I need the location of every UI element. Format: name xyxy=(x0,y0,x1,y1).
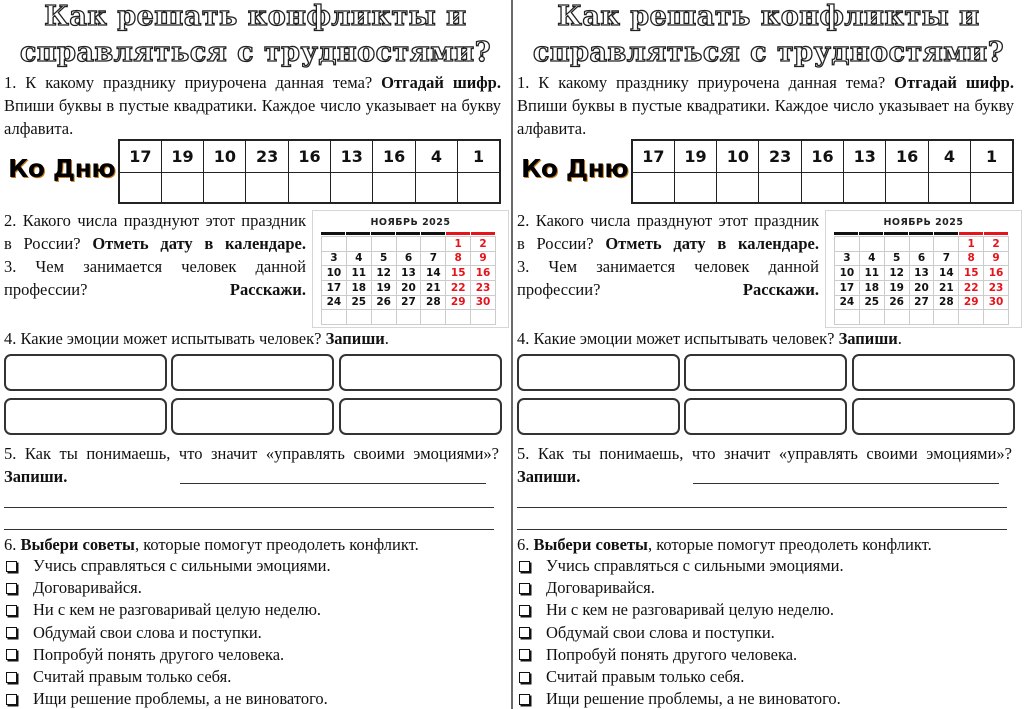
cipher-number-cell: 23 xyxy=(246,140,288,172)
question-3-text: 3. Чем занимается человек данной профессии? xyxy=(4,257,306,299)
cipher-answer-cell[interactable] xyxy=(759,172,801,203)
tips-checklist xyxy=(4,555,331,709)
calendar-empty-cell xyxy=(910,310,935,325)
cipher-answer-cell[interactable] xyxy=(971,172,1013,203)
weekend-bar xyxy=(984,232,1008,235)
question-1-instruction: Отгадай шифр. xyxy=(381,73,501,92)
tip-item xyxy=(4,666,331,688)
tip-item xyxy=(517,666,844,688)
calendar-day[interactable]: 3 xyxy=(835,252,860,267)
checkbox-icon[interactable] xyxy=(6,672,17,683)
answer-line[interactable] xyxy=(693,483,999,484)
calendar-day[interactable]: 27 xyxy=(910,296,935,311)
checkbox-icon[interactable] xyxy=(6,694,17,705)
emotion-answer-box[interactable] xyxy=(4,398,167,435)
cipher-number-cell: 17 xyxy=(119,140,161,172)
checkbox-icon[interactable] xyxy=(6,605,17,616)
cipher-number-cell: 10 xyxy=(204,140,246,172)
tip-item xyxy=(4,577,331,599)
question-5-text: 5. Как ты понимаешь, что значит «управлять своими эмоциями»? xyxy=(4,444,499,463)
calendar-day[interactable]: 29 xyxy=(446,296,471,311)
calendar-day[interactable]: 6 xyxy=(910,252,935,267)
question-5-instruction: Запиши. xyxy=(4,467,68,486)
calendar-empty-cell xyxy=(885,310,910,325)
calendar-empty-cell xyxy=(885,237,910,252)
cipher-numbers-row xyxy=(632,140,1013,172)
calendar-day[interactable]: 5 xyxy=(372,252,397,267)
calendar-day[interactable]: 8 xyxy=(446,252,471,267)
calendar-empty-cell xyxy=(835,310,860,325)
emotion-answer-box[interactable] xyxy=(852,398,1015,435)
cipher-answer-cell[interactable] xyxy=(373,172,415,203)
calendar-empty-cell xyxy=(322,237,347,252)
calendar-day[interactable]: 2 xyxy=(984,237,1009,252)
checkbox-icon[interactable] xyxy=(519,694,530,705)
calendar-day[interactable]: 11 xyxy=(347,266,372,281)
question-1-text2: Впиши буквы в пустые квадратики. Каждое число указывает на букву алфавита. xyxy=(517,96,1014,138)
cipher-number-cell: 16 xyxy=(288,140,330,172)
question-5 xyxy=(517,442,1012,488)
calendar-day[interactable]: 2 xyxy=(471,237,496,252)
calendar-empty-cell xyxy=(347,310,372,325)
tip-item xyxy=(517,688,844,709)
calendar-day[interactable]: 19 xyxy=(372,281,397,296)
cipher-answer-cell[interactable] xyxy=(928,172,970,203)
question-2-text: 2. Какого числа празднуют этот праздник в России? xyxy=(4,211,306,253)
calendar-november-2025 xyxy=(825,210,1022,328)
cipher-answer-cell[interactable] xyxy=(331,172,373,203)
calendar-day[interactable]: 12 xyxy=(885,266,910,281)
cipher-answer-cell[interactable] xyxy=(801,172,843,203)
emotion-answer-box[interactable] xyxy=(339,354,502,391)
calendar-empty-cell xyxy=(397,310,422,325)
calendar-day[interactable]: 25 xyxy=(347,296,372,311)
calendar-day[interactable]: 27 xyxy=(397,296,422,311)
weekday-bar xyxy=(834,232,858,235)
weekday-bar xyxy=(371,232,395,235)
calendar-day[interactable]: 23 xyxy=(984,281,1009,296)
calendar-empty-cell xyxy=(372,310,397,325)
calendar-empty-cell xyxy=(421,237,446,252)
emotion-answer-box[interactable] xyxy=(852,354,1015,391)
calendar-day[interactable]: 21 xyxy=(934,281,959,296)
emotion-answer-box[interactable] xyxy=(684,354,847,391)
calendar-day[interactable]: 24 xyxy=(835,296,860,311)
tip-label: Учись справляться с сильными эмоциями. xyxy=(33,556,331,576)
calendar-day[interactable]: 16 xyxy=(471,266,496,281)
calendar-day[interactable]: 9 xyxy=(471,252,496,267)
checkbox-icon[interactable] xyxy=(6,561,17,572)
question-4-tail: . xyxy=(384,329,389,348)
emotion-answer-box[interactable] xyxy=(4,354,167,391)
question-6 xyxy=(517,533,1014,556)
cipher-answer-cell[interactable] xyxy=(204,172,246,203)
cipher-number-cell: 13 xyxy=(331,140,373,172)
calendar-empty-cell xyxy=(860,237,885,252)
cipher-number-cell: 4 xyxy=(928,140,970,172)
tip-item xyxy=(517,555,844,577)
cipher-number-cell: 19 xyxy=(674,140,716,172)
calendar-grid xyxy=(834,236,1009,325)
calendar-empty-cell xyxy=(910,237,935,252)
cipher-number-cell: 16 xyxy=(373,140,415,172)
question-5 xyxy=(4,442,499,488)
tip-label: Считай правым только себя. xyxy=(546,667,745,687)
calendar-day[interactable]: 7 xyxy=(934,252,959,267)
tip-label: Считай правым только себя. xyxy=(33,667,232,687)
weekday-bar xyxy=(421,232,445,235)
tip-item xyxy=(517,577,844,599)
cipher-answer-cell[interactable] xyxy=(844,172,886,203)
tip-item xyxy=(4,688,331,709)
question-5-text: 5. Как ты понимаешь, что значит «управлять своими эмоциями»? xyxy=(517,444,1012,463)
calendar-day[interactable]: 22 xyxy=(446,281,471,296)
calendar-grid xyxy=(321,236,496,325)
cipher-numbers-row xyxy=(119,140,500,172)
calendar-day[interactable]: 29 xyxy=(959,296,984,311)
checkbox-icon[interactable] xyxy=(519,583,530,594)
question-5-instruction: Запиши. xyxy=(517,467,581,486)
question-2-3 xyxy=(4,209,306,301)
cipher-table xyxy=(118,139,501,204)
emotion-answer-box[interactable] xyxy=(684,398,847,435)
weekday-bar xyxy=(909,232,933,235)
calendar-day[interactable]: 28 xyxy=(421,296,446,311)
tip-label: Попробуй понять другого человека. xyxy=(33,644,285,664)
weekday-bar xyxy=(884,232,908,235)
question-4 xyxy=(4,327,501,350)
calendar-november-2025 xyxy=(312,210,509,328)
tip-label: Ищи решение проблемы, а не виноватого. xyxy=(546,689,841,709)
calendar-day[interactable]: 10 xyxy=(835,266,860,281)
question-3 xyxy=(517,255,819,301)
weekend-bar xyxy=(446,232,470,235)
checkbox-icon[interactable] xyxy=(6,649,17,660)
tip-label: Учись справляться с сильными эмоциями. xyxy=(546,556,844,576)
calendar-day[interactable]: 8 xyxy=(959,252,984,267)
cipher-number-cell: 4 xyxy=(415,140,457,172)
answer-line[interactable] xyxy=(517,529,1007,530)
weekend-bar xyxy=(471,232,495,235)
question-1-text: 1. К какому празднику приурочена данная тема? xyxy=(517,73,895,92)
weekday-bar xyxy=(321,232,345,235)
calendar-day[interactable]: 23 xyxy=(471,281,496,296)
calendar-day[interactable]: 14 xyxy=(421,266,446,281)
calendar-day[interactable]: 9 xyxy=(984,252,1009,267)
calendar-title: НОЯБРЬ 2025 xyxy=(370,217,451,228)
tip-label: Обдумай свои слова и поступки. xyxy=(546,622,775,642)
calendar-day[interactable]: 22 xyxy=(959,281,984,296)
question-4-text: 4. Какие эмоции может испытывать человек? xyxy=(517,329,839,348)
tip-label: Договаривайся. xyxy=(33,578,142,598)
calendar-day[interactable]: 26 xyxy=(885,296,910,311)
checkbox-icon[interactable] xyxy=(519,561,530,572)
calendar-empty-cell xyxy=(471,310,496,325)
checkbox-icon[interactable] xyxy=(519,627,530,638)
cipher-table xyxy=(631,139,1014,204)
answer-line[interactable] xyxy=(4,529,494,530)
answer-line[interactable] xyxy=(517,507,1007,508)
cipher-number-cell: 1 xyxy=(971,140,1013,172)
question-3-instruction: Расскажи. xyxy=(229,280,306,299)
calendar-day[interactable]: 18 xyxy=(347,281,372,296)
calendar-empty-cell xyxy=(397,237,422,252)
tip-label: Обдумай свои слова и поступки. xyxy=(33,622,262,642)
question-2-3 xyxy=(517,209,819,301)
question-4-text: 4. Какие эмоции может испытывать человек? xyxy=(4,329,326,348)
calendar-day[interactable]: 14 xyxy=(934,266,959,281)
question-4-instruction: Запиши xyxy=(838,329,898,348)
question-3-text: 3. Чем занимается человек данной профессии? xyxy=(517,257,819,299)
cipher-answer-cell[interactable] xyxy=(717,172,759,203)
calendar-day[interactable]: 21 xyxy=(421,281,446,296)
emotion-answer-box[interactable] xyxy=(517,398,680,435)
question-6-num: 6. xyxy=(4,535,21,554)
calendar-empty-cell xyxy=(984,310,1009,325)
calendar-day[interactable]: 13 xyxy=(910,266,935,281)
calendar-day[interactable]: 10 xyxy=(322,266,347,281)
cipher-answer-cell[interactable] xyxy=(288,172,330,203)
tip-item xyxy=(517,599,844,621)
cipher-number-cell: 16 xyxy=(801,140,843,172)
calendar-empty-cell xyxy=(372,237,397,252)
question-1-text: 1. К какому празднику приурочена данная тема? xyxy=(4,73,382,92)
worksheet-title-line1: Как решать конфликты и xyxy=(44,1,467,32)
question-6-text: , которые помогут преодолеть конфликт. xyxy=(647,535,932,554)
question-1 xyxy=(4,71,501,140)
cipher-answer-row xyxy=(119,172,500,203)
tip-item xyxy=(4,644,331,666)
cipher-number-cell: 16 xyxy=(886,140,928,172)
weekday-bar xyxy=(396,232,420,235)
cipher-label: Ко Дню xyxy=(521,154,629,183)
tip-label: Договаривайся. xyxy=(546,578,655,598)
tip-label: Ни с кем не разговаривай целую неделю. xyxy=(33,600,322,620)
calendar-day[interactable]: 11 xyxy=(860,266,885,281)
answer-line[interactable] xyxy=(180,483,486,484)
tip-label: Ищи решение проблемы, а не виноватого. xyxy=(33,689,328,709)
cipher-number-cell: 19 xyxy=(161,140,203,172)
calendar-title: НОЯБРЬ 2025 xyxy=(883,217,964,228)
emotion-answer-box[interactable] xyxy=(171,354,334,391)
answer-line[interactable] xyxy=(4,507,494,508)
calendar-day[interactable]: 19 xyxy=(885,281,910,296)
calendar-day[interactable]: 4 xyxy=(860,252,885,267)
cipher-answer-cell[interactable] xyxy=(119,172,161,203)
tip-item xyxy=(4,622,331,644)
calendar-day[interactable]: 7 xyxy=(421,252,446,267)
tip-label: Попробуй понять другого человека. xyxy=(546,644,798,664)
calendar-day[interactable]: 28 xyxy=(934,296,959,311)
emotion-answer-box[interactable] xyxy=(339,398,502,435)
weekday-bar xyxy=(934,232,958,235)
question-2-instruction: Отметь дату в календаре. xyxy=(605,234,819,253)
question-4 xyxy=(517,327,1014,350)
question-1-text2: Впиши буквы в пустые квадратики. Каждое число указывает на букву алфавита. xyxy=(4,96,501,138)
tips-checklist xyxy=(517,555,844,709)
tip-item xyxy=(517,622,844,644)
cipher-number-cell: 1 xyxy=(458,140,500,172)
cipher-answer-cell[interactable] xyxy=(886,172,928,203)
emotion-answer-box[interactable] xyxy=(517,354,680,391)
worksheet-title-line2: справляться с трудностями? xyxy=(532,37,1005,68)
checkbox-icon[interactable] xyxy=(519,672,530,683)
cipher-answer-cell[interactable] xyxy=(458,172,500,203)
question-1 xyxy=(517,71,1014,140)
calendar-day[interactable]: 1 xyxy=(959,237,984,252)
question-4-tail: . xyxy=(897,329,902,348)
cipher-answer-cell[interactable] xyxy=(632,172,674,203)
calendar-day[interactable]: 3 xyxy=(322,252,347,267)
calendar-day[interactable]: 30 xyxy=(984,296,1009,311)
calendar-day[interactable]: 6 xyxy=(397,252,422,267)
worksheet-copy-right xyxy=(513,0,1024,709)
checkbox-icon[interactable] xyxy=(519,649,530,660)
worksheet-title-line2: справляться с трудностями? xyxy=(19,37,492,68)
weekday-bar xyxy=(346,232,370,235)
cipher-number-cell: 23 xyxy=(759,140,801,172)
cipher-number-cell: 17 xyxy=(632,140,674,172)
calendar-day[interactable]: 12 xyxy=(372,266,397,281)
calendar-day[interactable]: 16 xyxy=(984,266,1009,281)
question-6-instruction: Выбери советы xyxy=(20,535,135,554)
worksheet-copy-left xyxy=(0,0,511,709)
cipher-label: Ко Дню xyxy=(8,154,116,183)
calendar-empty-cell xyxy=(347,237,372,252)
calendar-day[interactable]: 18 xyxy=(860,281,885,296)
calendar-day[interactable]: 30 xyxy=(471,296,496,311)
checkbox-icon[interactable] xyxy=(6,627,17,638)
weekend-bar xyxy=(959,232,983,235)
calendar-day[interactable]: 20 xyxy=(397,281,422,296)
calendar-day[interactable]: 1 xyxy=(446,237,471,252)
question-3-instruction: Расскажи. xyxy=(742,280,819,299)
cipher-number-cell: 13 xyxy=(844,140,886,172)
calendar-day[interactable]: 26 xyxy=(372,296,397,311)
calendar-day[interactable]: 5 xyxy=(885,252,910,267)
question-3 xyxy=(4,255,306,301)
question-6-text: , которые помогут преодолеть конфликт. xyxy=(134,535,419,554)
cipher-answer-cell[interactable] xyxy=(246,172,288,203)
worksheet-title-line1: Как решать конфликты и xyxy=(557,1,980,32)
calendar-day[interactable]: 24 xyxy=(322,296,347,311)
tip-item xyxy=(4,555,331,577)
emotion-answer-box[interactable] xyxy=(171,398,334,435)
question-2-text: 2. Какого числа празднуют этот праздник в России? xyxy=(517,211,819,253)
calendar-empty-cell xyxy=(959,310,984,325)
calendar-empty-cell xyxy=(934,310,959,325)
tip-label: Ни с кем не разговаривай целую неделю. xyxy=(546,600,835,620)
calendar-empty-cell xyxy=(421,310,446,325)
cipher-number-cell: 10 xyxy=(717,140,759,172)
calendar-day[interactable]: 25 xyxy=(860,296,885,311)
checkbox-icon[interactable] xyxy=(6,583,17,594)
cipher-answer-cell[interactable] xyxy=(161,172,203,203)
question-6-instruction: Выбери советы xyxy=(533,535,648,554)
question-4-instruction: Запиши xyxy=(325,329,385,348)
question-6-num: 6. xyxy=(517,535,534,554)
calendar-day[interactable]: 17 xyxy=(322,281,347,296)
tip-item xyxy=(517,644,844,666)
calendar-empty-cell xyxy=(835,237,860,252)
cipher-answer-cell[interactable] xyxy=(674,172,716,203)
weekday-bar xyxy=(859,232,883,235)
calendar-day[interactable]: 20 xyxy=(910,281,935,296)
question-2 xyxy=(517,209,819,255)
calendar-day[interactable]: 15 xyxy=(446,266,471,281)
calendar-day[interactable]: 15 xyxy=(959,266,984,281)
tip-item xyxy=(4,599,331,621)
cipher-answer-cell[interactable] xyxy=(415,172,457,203)
question-2-instruction: Отметь дату в календаре. xyxy=(92,234,306,253)
calendar-day[interactable]: 13 xyxy=(397,266,422,281)
question-2 xyxy=(4,209,306,255)
question-1-instruction: Отгадай шифр. xyxy=(894,73,1014,92)
calendar-empty-cell xyxy=(322,310,347,325)
calendar-empty-cell xyxy=(934,237,959,252)
checkbox-icon[interactable] xyxy=(519,605,530,616)
cipher-answer-row xyxy=(632,172,1013,203)
calendar-empty-cell xyxy=(446,310,471,325)
question-6 xyxy=(4,533,501,556)
calendar-day[interactable]: 4 xyxy=(347,252,372,267)
calendar-day[interactable]: 17 xyxy=(835,281,860,296)
calendar-empty-cell xyxy=(860,310,885,325)
